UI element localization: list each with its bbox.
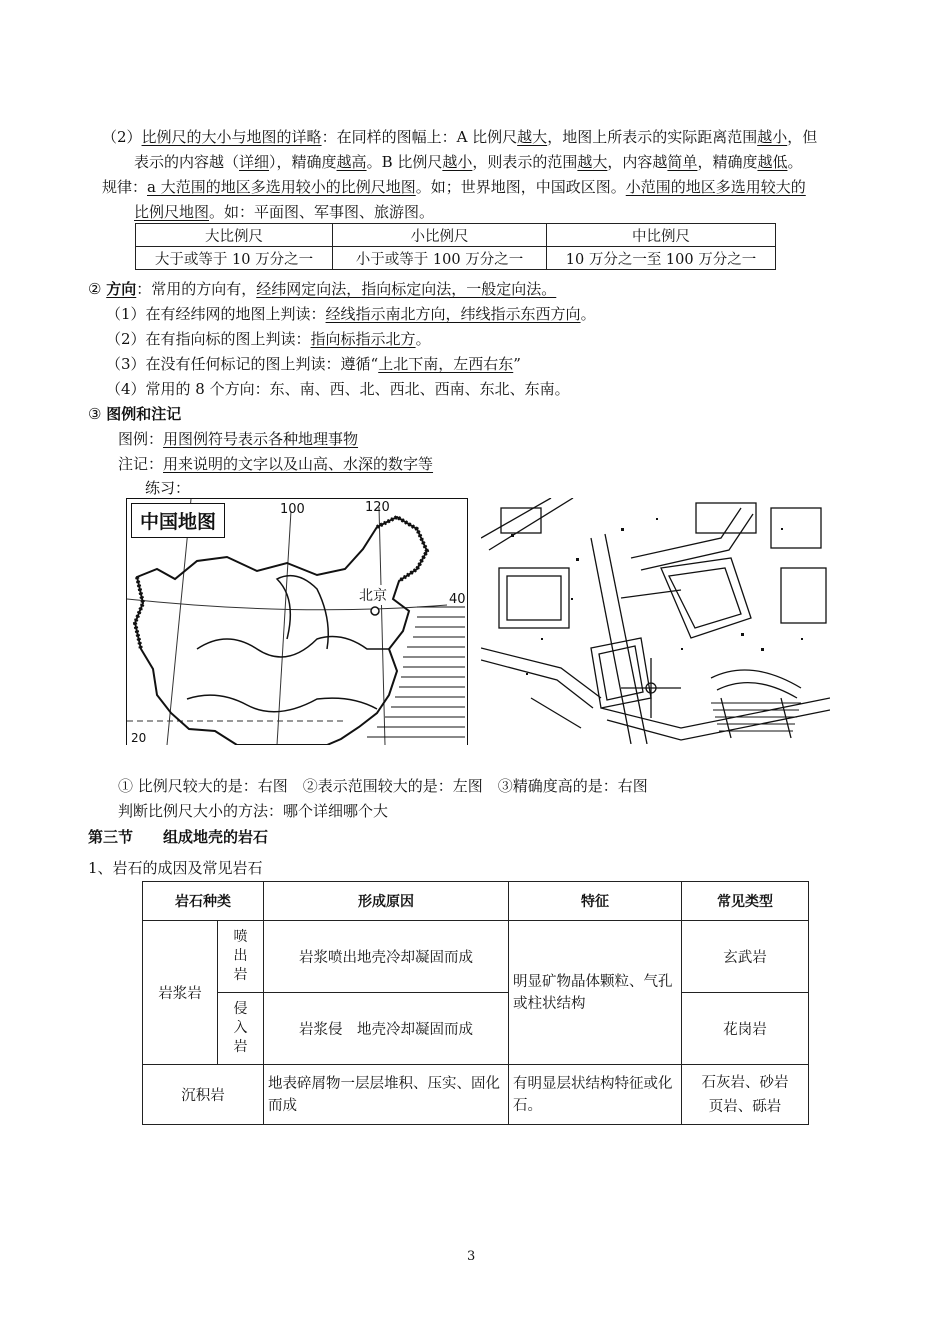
table-cell: 岩浆喷出地壳冷却凝固而成 — [264, 921, 509, 993]
table-row — [143, 993, 809, 1065]
table-cell: 有明显层状结构特征或化石。 — [509, 1065, 682, 1125]
table-header: 常见类型 — [682, 882, 809, 921]
scale-rule: 规律：a 大范围的地区多选用较小的比例尺地图。如；世界地图，中国政区图。小范围的地区多选用较大的 — [102, 178, 806, 196]
direction-item: （2）在有指向标的图上判读：指向标指示北方。 — [106, 330, 431, 348]
section-subheading: 1、岩石的成因及常见岩石 — [88, 859, 263, 877]
table-cell: 沉积岩 — [143, 1065, 264, 1125]
table-cell: 岩浆侵 地壳冷却凝固而成 — [264, 993, 509, 1065]
china-map — [126, 498, 468, 745]
table-row — [143, 921, 809, 993]
section-heading: 第三节 组成地壳的岩石 — [88, 828, 269, 846]
table-row — [136, 247, 776, 270]
scale-line-2: 表示的内容越（详细），精确度越高。B 比例尺越小，则表示的范围越大，内容越简单，精确度越低。 — [134, 153, 803, 171]
legend-line: 图例：用图例符号表示各种地理事物 — [118, 430, 359, 448]
table-cell: 小于或等于 100 万分之一 — [333, 247, 547, 270]
table-cell: 10 万分之一至 100 万分之一 — [547, 247, 776, 270]
practice-label: 练习： — [145, 479, 191, 497]
table-row — [143, 1065, 809, 1125]
legend-heading: ③ 图例和注记 — [88, 405, 182, 423]
table-cell: 喷出岩 — [218, 921, 264, 993]
page-number: 3 — [467, 1249, 476, 1264]
note-line: 注记：用来说明的文字以及山高、水深的数字等 — [118, 455, 434, 473]
scale-rule-cont: 比例尺地图。如：平面图、军事图、旅游图。 — [134, 203, 435, 221]
city-label: 北京 — [359, 585, 387, 605]
table-cell: 花岗岩 — [682, 993, 809, 1065]
table-cell: 岩浆岩 — [143, 921, 218, 1065]
city-plan-map — [481, 498, 830, 744]
answers-line-1: ① 比例尺较大的是：右图 ②表示范围较大的是：左图 ③精确度高的是：右图 — [118, 777, 648, 795]
lon-label-100: 100 — [280, 502, 305, 517]
table-header: 岩石种类 — [143, 882, 264, 921]
direction-heading: ② 方向：常用的方向有，经纬网定向法，指向标定向法，一般定向法。 — [88, 280, 557, 298]
table-row — [143, 882, 809, 921]
scale-line-1: （2）比例尺的大小与地图的详略：在同样的图幅上：A 比例尺越大，地图上所表示的实际距离范围越小，但 — [102, 128, 818, 146]
table-header: 特征 — [509, 882, 682, 921]
lon-label-120: 120 — [365, 500, 390, 515]
table-cell: 明显矿物晶体颗粒、气孔或柱状结构 — [509, 921, 682, 1065]
table-header: 形成原因 — [264, 882, 509, 921]
city-plan-drawing — [481, 498, 830, 744]
direction-item: （4）常用的 8 个方向：东、南、西、北、西北、西南、东北、东南。 — [106, 380, 570, 398]
table-cell: 侵入岩 — [218, 993, 264, 1065]
answers-line-2: 判断比例尺大小的方法：哪个详细哪个大 — [118, 802, 389, 820]
scale-heading: 比例尺的大小与地图的详略 — [141, 128, 322, 146]
direction-item: （1）在有经纬网的地图上判读：经线指示南北方向，纬线指示东西方向。 — [106, 305, 596, 323]
rock-table — [142, 881, 809, 1125]
table-cell: 中比例尺 — [547, 224, 776, 247]
table-cell: 大于或等于 10 万分之一 — [136, 247, 333, 270]
lat-label-20: 20 — [131, 731, 147, 745]
table-cell: 大比例尺 — [136, 224, 333, 247]
table-cell: 地表碎屑物一层层堆积、压实、固化而成 — [264, 1065, 509, 1125]
table-row — [136, 224, 776, 247]
table-cell: 小比例尺 — [333, 224, 547, 247]
scale-table — [135, 223, 776, 270]
direction-item: （3）在没有任何标记的图上判读：遵循“上北下南，左西右东” — [106, 355, 521, 373]
lat-label-40: 40 — [449, 592, 466, 607]
table-cell: 石灰岩、砂岩 页岩、砾岩 — [682, 1065, 809, 1125]
map-title: 中国地图 — [131, 503, 225, 538]
table-cell: 玄武岩 — [682, 921, 809, 993]
